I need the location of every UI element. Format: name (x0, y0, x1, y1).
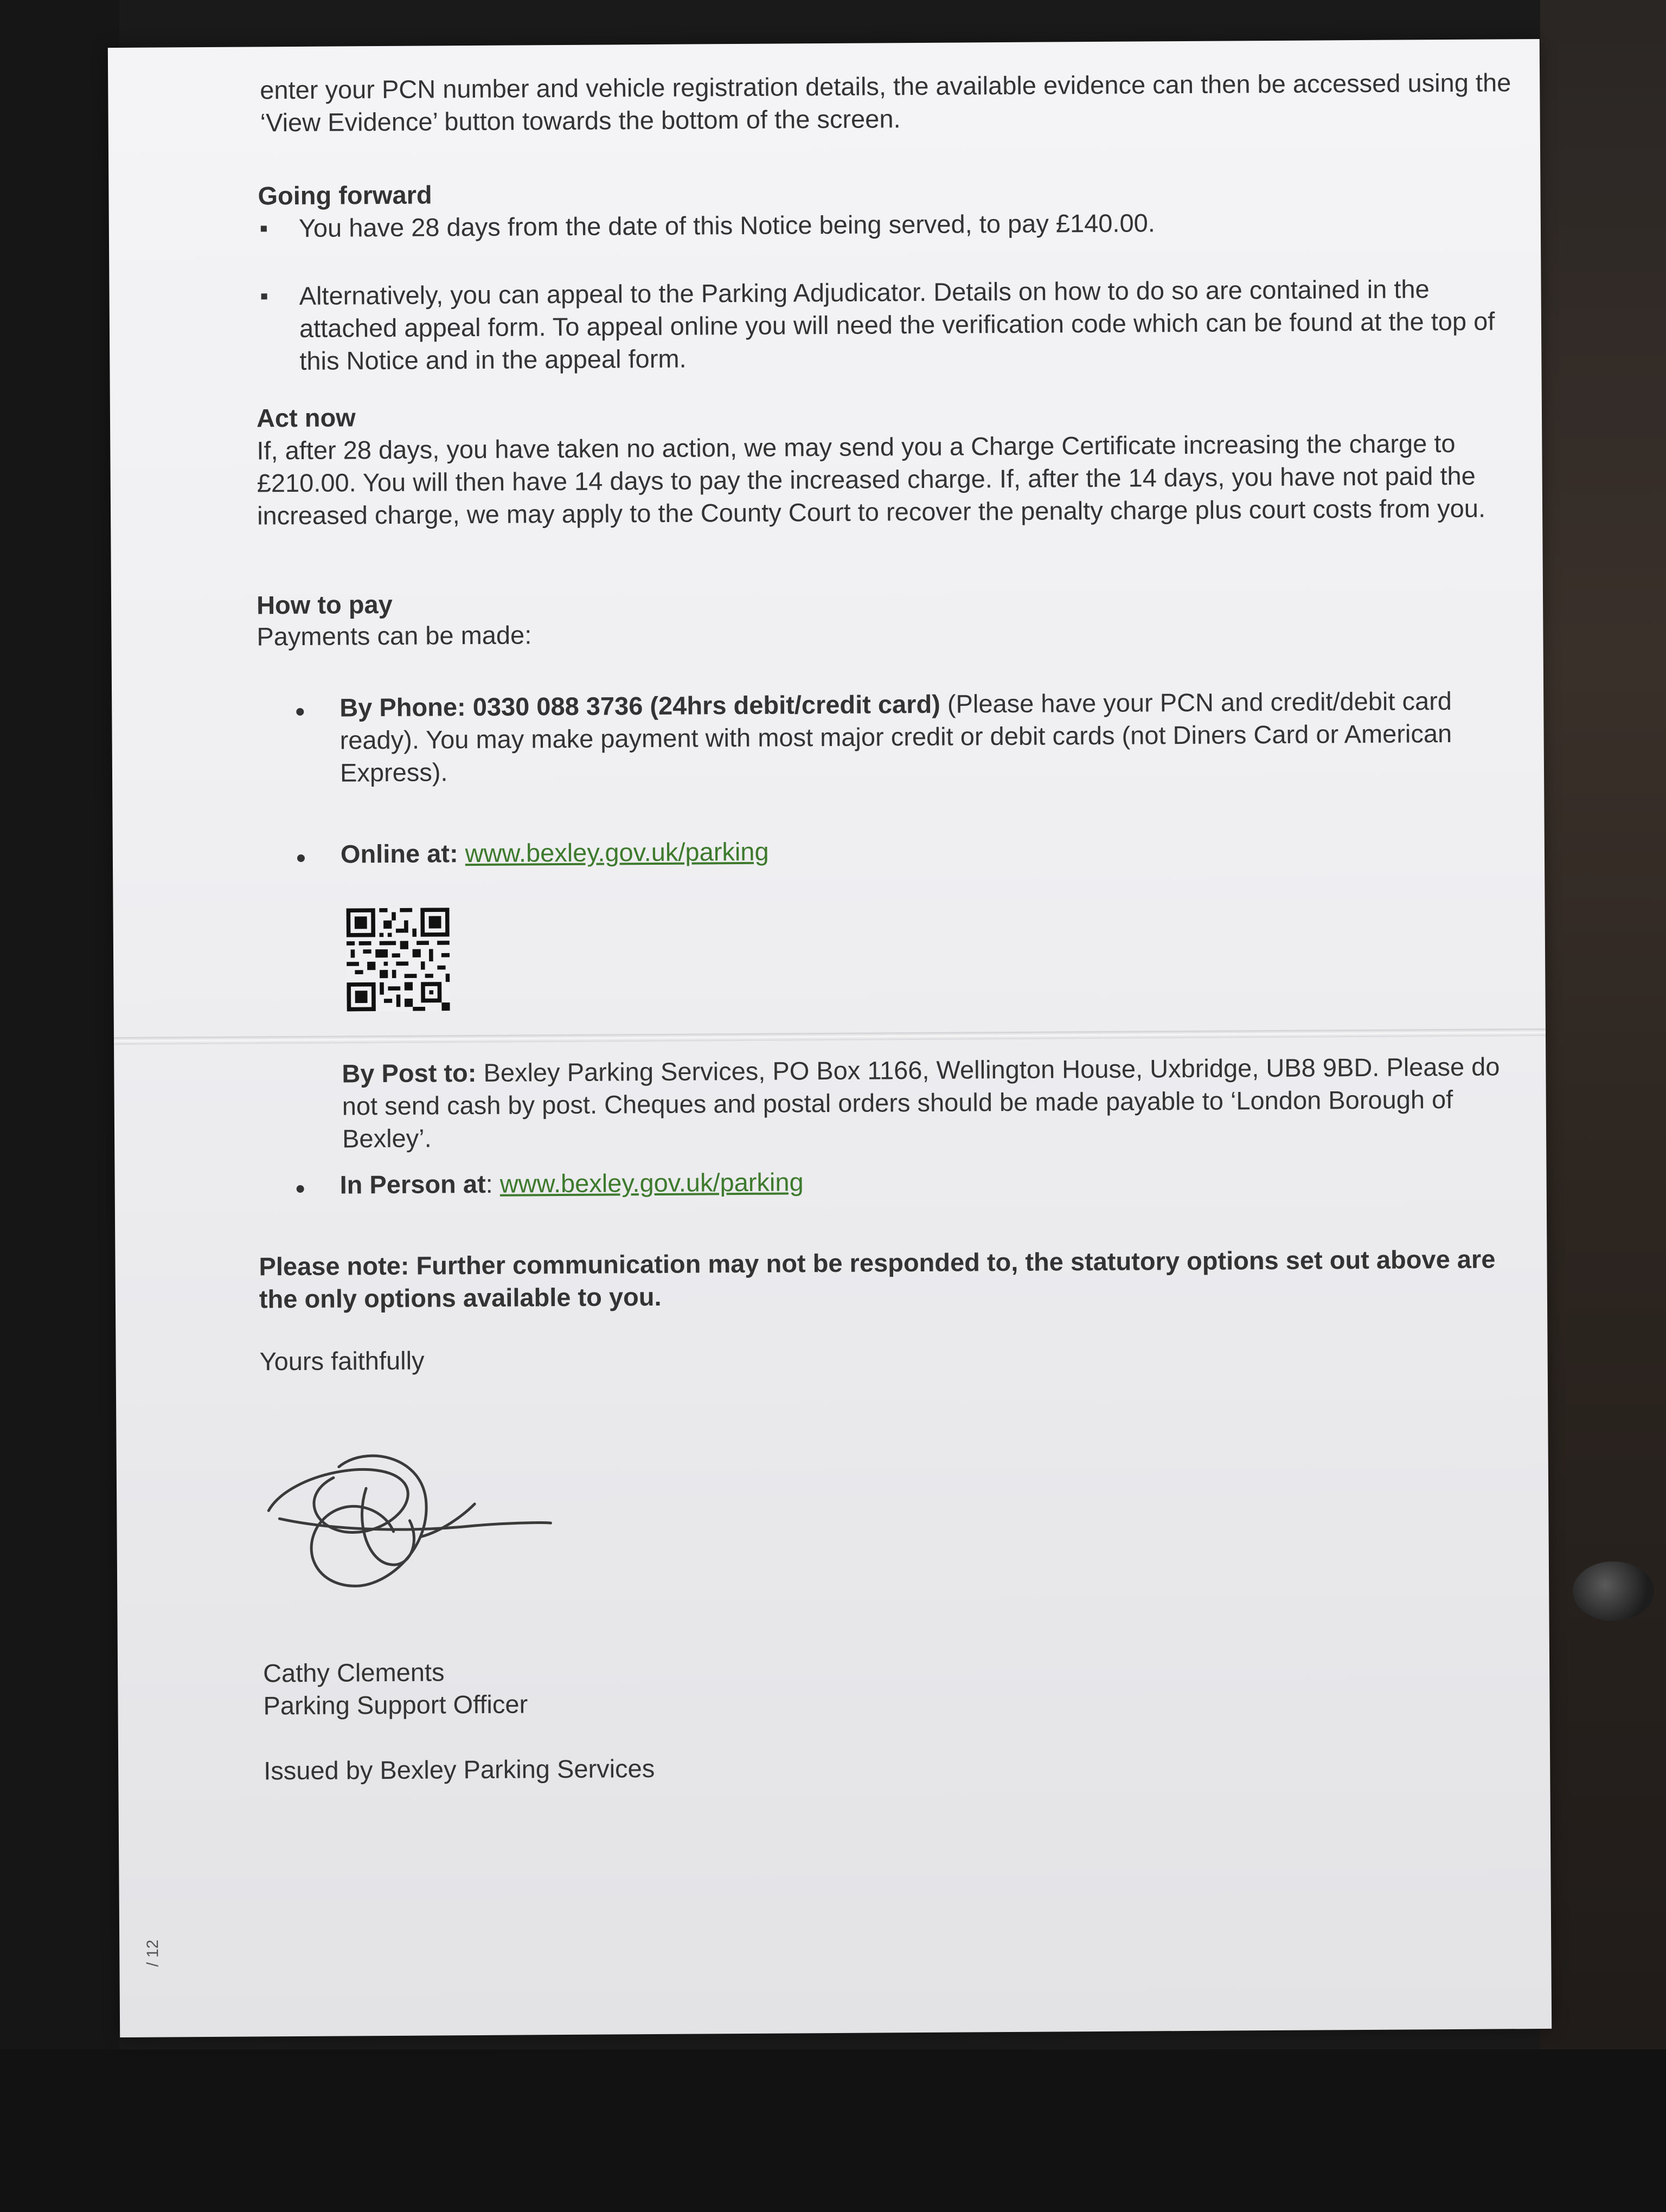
colon: : (485, 1169, 500, 1198)
signatory-title: Parking Support Officer (263, 1689, 528, 1720)
post-label: By Post to: (342, 1058, 477, 1088)
online-label: Online at: (340, 839, 458, 869)
phone-details: (Please have your PCN and credit/debit card ready). You may make payment with most major credit or debit cards (not Diners Card or American Express). (339, 686, 1452, 787)
closing: Yours faithfully (259, 1346, 425, 1376)
issued-by: Issued by Bexley Parking Services (264, 1753, 655, 1785)
act-now-paragraph: If, after 28 days, you have taken no action, we may send you a Charge Certificate increasing the charge to £210.00. You will then have 14 days to pay the increased charge. If, after the 14 days, you have not paid the increased charge, we may apply to the County Court to recover the penalty charge plus court costs from you. (257, 428, 1486, 530)
pay-online (341, 830, 1615, 870)
background-left (0, 0, 119, 2212)
how-to-pay-intro: Payments can be made: (257, 620, 532, 651)
in-person-link[interactable]: www.bexley.gov.uk/parking (499, 1167, 804, 1198)
qr-code (347, 908, 450, 1011)
online-payment-link[interactable]: www.bexley.gov.uk/parking (465, 837, 769, 868)
bullet (261, 226, 267, 232)
page-marker: / 12 (144, 1939, 162, 1967)
going-forward-item: Alternatively, you can appeal to the Parking Adjudicator. Details on how to do so are contained in the attached appeal form. To appeal online you will need the verification code which can be found at the top of this Notice and in the appeal form. (299, 274, 1495, 375)
background-bottom (0, 2049, 1666, 2212)
background-object (1573, 1561, 1654, 1621)
going-forward-item: You have 28 days from the date of this Notice being served, to pay £140.00. (298, 208, 1156, 242)
bullet (261, 293, 267, 299)
signatory-name: Cathy Clements (262, 1657, 445, 1688)
background-right (1540, 0, 1666, 2212)
bullet (296, 708, 304, 716)
how-to-pay-heading: How to pay (256, 589, 393, 620)
please-note: Please note: Further communication may not be responded to, the statutory options set out above are the only options available to you. (259, 1244, 1496, 1314)
letter-page (108, 39, 1552, 2037)
going-forward-heading: Going forward (258, 180, 432, 210)
intro-paragraph: enter your PCN number and vehicle registration details, the available evidence can then be accessed using the ‘View Evidence’ button towards the bottom of the screen. (260, 68, 1511, 137)
phone-label: By Phone: 0330 088 3736 (24hrs debit/credit card) (339, 689, 941, 722)
bullet (297, 1185, 304, 1193)
in-person-label: In Person at (339, 1169, 486, 1199)
pay-by-phone (339, 684, 1517, 789)
pay-in-person (339, 1161, 1614, 1201)
act-now-heading: Act now (256, 403, 356, 433)
signature (257, 1422, 562, 1619)
paper-fold (114, 1028, 1546, 1045)
bullet (297, 854, 305, 862)
post-details: Bexley Parking Services, PO Box 1166, Wellington House, Uxbridge, UB8 9BD. Please do not send cash by post. Cheques and postal orders should be made payable to ‘London Borough of Bexley’. (342, 1052, 1500, 1153)
pay-by-post (342, 1050, 1524, 1155)
